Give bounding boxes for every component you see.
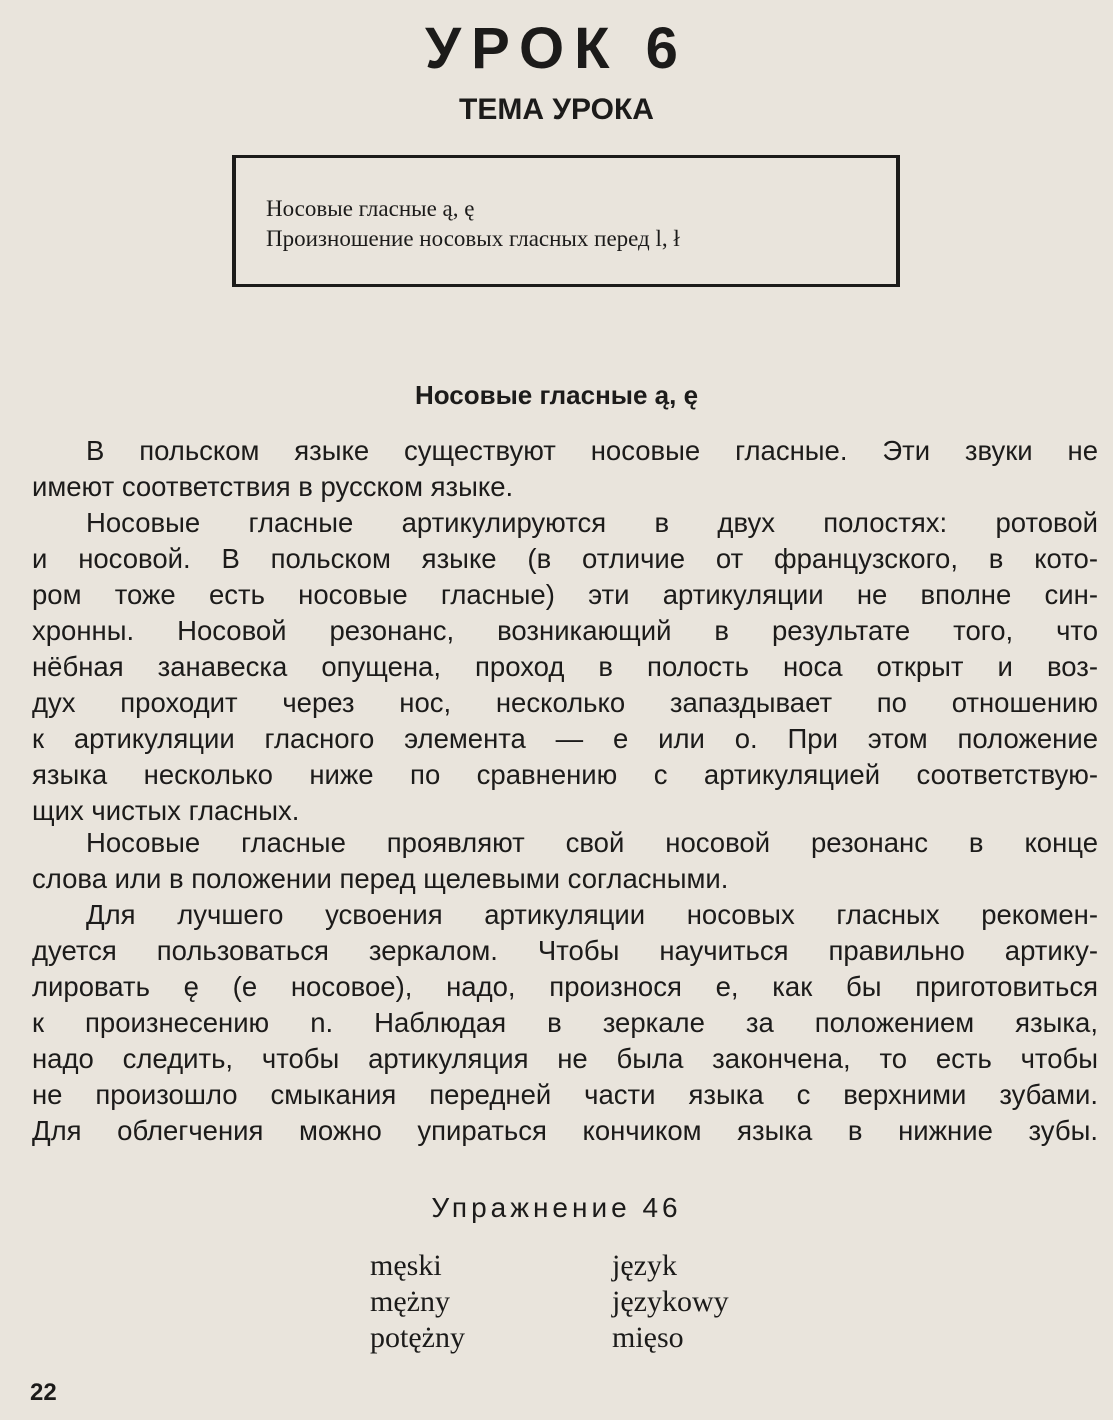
body-line: В польском языке существуют носовые гласные. Эти звуки не bbox=[86, 435, 1098, 466]
exercise-word: mięso bbox=[612, 1321, 684, 1354]
body-line: Для облегчения можно упираться кончиком языка в нижние зубы. bbox=[32, 1115, 1098, 1146]
exercise-word: mężny bbox=[370, 1285, 450, 1318]
body-line: к произнесению n. Наблюдая в зеркале за положением языка, bbox=[32, 1007, 1098, 1038]
body-line: не произошло смыкания передней части языка с верхними зубами. bbox=[32, 1079, 1098, 1110]
topic-heading: ТЕМА УРОКА bbox=[459, 93, 654, 126]
body-line: имеют соответствия в русском языке. bbox=[32, 471, 514, 502]
page-number: 22 bbox=[30, 1379, 57, 1406]
body-line: хронны. Носовой резонанс, возникающий в результате того, что bbox=[32, 615, 1098, 646]
body-line: слова или в положении перед щелевыми согласными. bbox=[32, 863, 729, 894]
body-line: ром тоже есть носовые гласные) эти артикуляции не вполне син- bbox=[32, 579, 1098, 610]
topic-line: Произношение носовых гласных перед l, ł bbox=[266, 226, 680, 251]
section-heading: Носовые гласные ą, ę bbox=[414, 380, 699, 410]
body-line: щих чистых гласных. bbox=[32, 795, 300, 826]
body-line: дух проходит через нос, несколько запаздывает по отношению bbox=[32, 687, 1098, 718]
body-line: Носовые гласные артикулируются в двух полостях: ротовой bbox=[86, 507, 1098, 538]
exercise-word: język bbox=[612, 1249, 677, 1282]
topic-line: Носовые гласные ą, ę bbox=[266, 196, 475, 221]
topic-box bbox=[232, 155, 900, 287]
body-line: языка несколько ниже по сравнению с артикуляцией соответствую- bbox=[32, 759, 1098, 790]
lesson-title: УРОК 6 bbox=[425, 16, 688, 81]
body-line: нёбная занавеска опущена, проход в полость носа открыт и воз- bbox=[32, 651, 1098, 682]
body-line: Для лучшего усвоения артикуляции носовых гласных рекомен- bbox=[86, 899, 1098, 930]
exercise-word: męski bbox=[370, 1249, 442, 1282]
body-line: дуется пользоваться зеркалом. Чтобы научиться правильно артику- bbox=[32, 935, 1098, 966]
body-line: и носовой. В польском языке (в отличие от французского, в кото- bbox=[32, 543, 1098, 574]
body-line: лировать ę (е носовое), надо, произнося е, как бы приготовиться bbox=[32, 971, 1098, 1002]
body-line: к артикуляции гласного элемента — е или о. При этом положение bbox=[32, 723, 1098, 754]
body-line: надо следить, чтобы артикуляция не была закончена, то есть чтобы bbox=[32, 1043, 1098, 1074]
exercise-word: potężny bbox=[370, 1321, 465, 1354]
exercise-heading: Упражнение 46 bbox=[431, 1192, 682, 1223]
exercise-word: językowy bbox=[612, 1285, 729, 1318]
body-line: Носовые гласные проявляют свой носовой резонанс в конце bbox=[86, 827, 1098, 858]
